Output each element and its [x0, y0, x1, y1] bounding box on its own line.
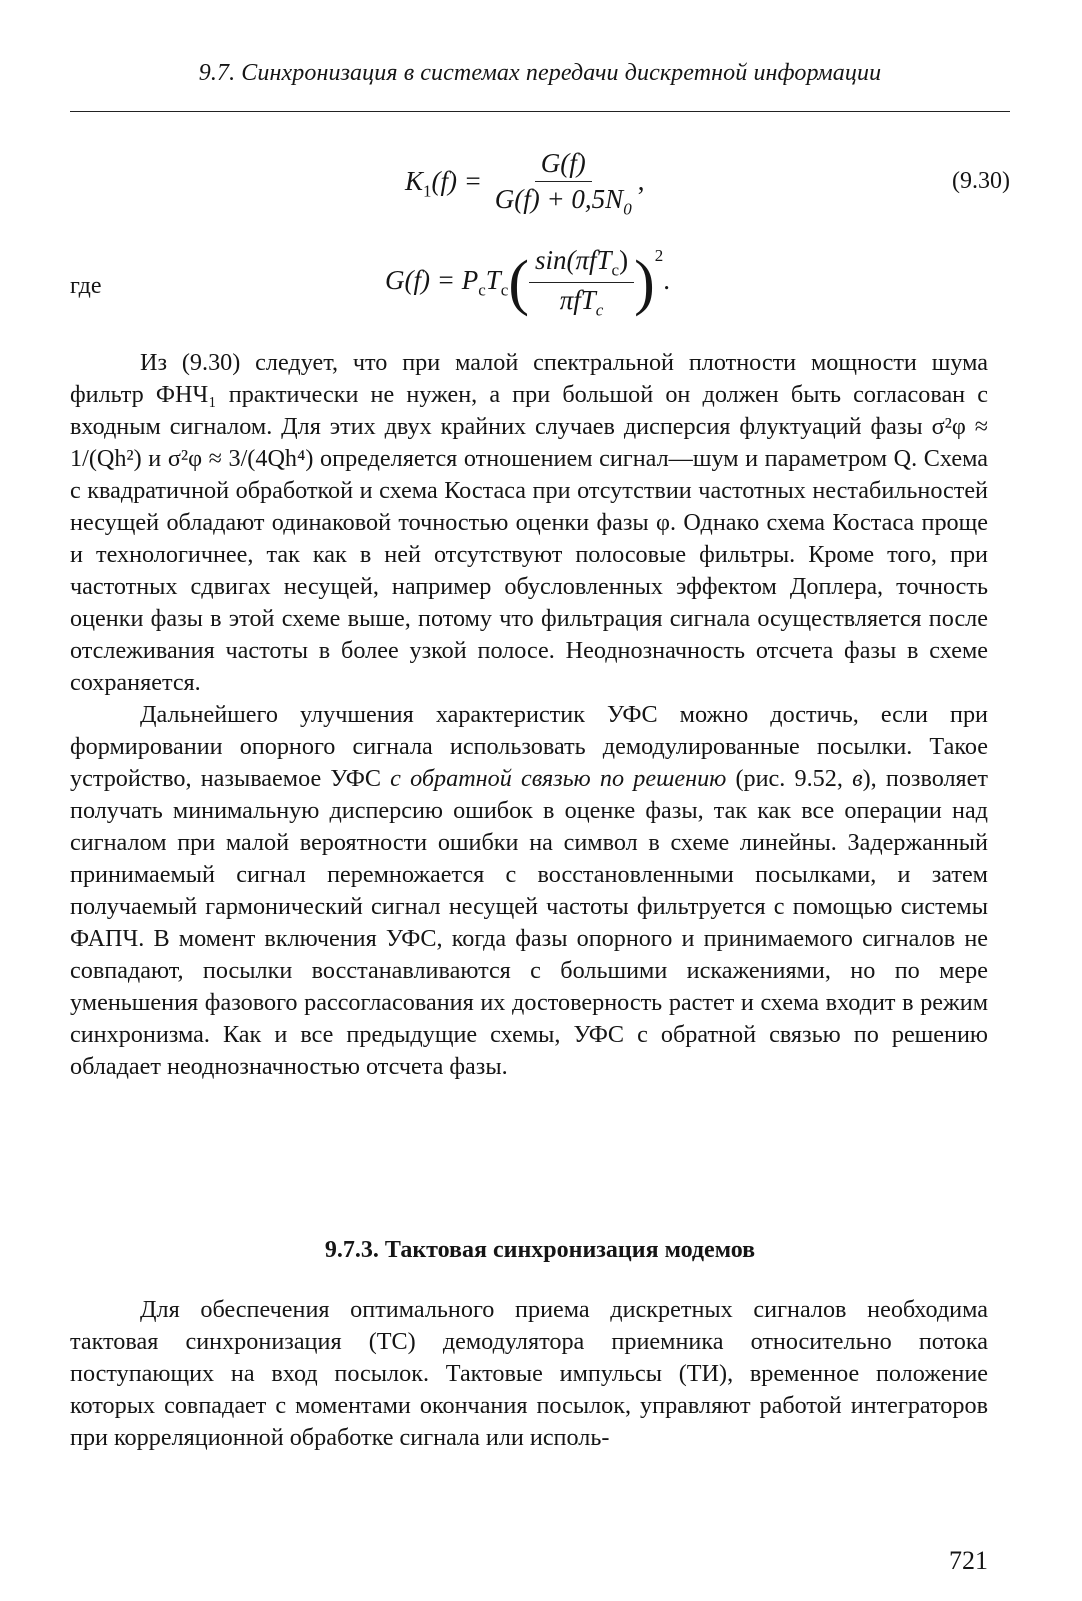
eq2-num-main: sin(πfT	[534, 245, 612, 275]
eq2-t-sub: c	[500, 280, 509, 300]
p2-text-a: Дальнейшего улучшения характеристик УФС можно достичь, если при формировании опорного сигнала использовать демодулированные посылки. Такое устройство, называемое УФС	[70, 701, 988, 792]
eq2-num-close: )	[619, 245, 629, 275]
eq2-numerator	[529, 245, 634, 283]
running-header: 9.7. Синхронизация в системах передачи дискретной информации	[198, 60, 882, 86]
eq1-fraction	[489, 148, 638, 219]
equation-9-30	[405, 148, 644, 219]
eq2-denominator	[554, 283, 610, 320]
eq2-p-sub: c	[478, 280, 486, 300]
p2-italic-term: с обратной связью по решению	[390, 765, 727, 792]
right-paren: )	[634, 248, 655, 317]
eq2-num-sub: c	[611, 260, 620, 280]
eq1-trailing: ,	[637, 165, 645, 196]
paragraph-2	[70, 699, 988, 1083]
eq1-den-main: G(f) + 0,5N	[494, 184, 624, 214]
eq2-den-main: πfT	[559, 285, 596, 316]
eq2-t: T	[485, 265, 501, 296]
eq1-lhs-sub: 1	[423, 181, 432, 201]
body-text-bottom	[70, 1294, 988, 1454]
eq2-lhs: G(f) = P	[385, 265, 479, 296]
header-rule	[70, 111, 1010, 112]
p2-ref-letter: в	[852, 765, 863, 792]
equation-number: (9.30)	[952, 168, 1010, 194]
eq2-power: 2	[654, 246, 664, 266]
eq1-den-sub: 0	[623, 199, 632, 219]
p2-text-b: ), позволяет получать минимальную дисперсию ошибок в оценке фазы, так как все операции над сигналом при малой вероятности ошибки на символ в схеме линейны. Задержанный принимаемый сигнал перемножается с восстановленными посылками, и затем получаемый гармонический сигнал несущей частоты фильтруется с помощью системы ФАПЧ. В момент включения УФС, когда фазы опорного и принимаемого сигналов не совпадают, посылки восстанавливаются с большими искажениями, но по мере уменьшения фазового рассогласования их достоверность растет и схема входит в режим синхронизма. Как и все предыдущие схемы, УФС с обратной связью по решению обладает неоднозначностью отсчета фазы.	[70, 765, 988, 1080]
body-text-top	[70, 347, 988, 1083]
eq2-fraction	[529, 245, 634, 321]
paragraph-1: Из (9.30) следует, что при малой спектральной плотности мощности шума фильтр ФНЧ₁ практически не нужен, а при большой он должен быть согласован с входным сигналом. Для этих двух крайних случаев дисперсия флуктуаций фазы σ²φ ≈ 1/(Qh²) и σ²φ ≈ 3/(4Qh⁴) определяется отношением сигнал—шум и параметром Q. Схема с квадратичной обработкой и схема Костаса при отсутствии частотных нестабильностей несущей обладают одинаковой точностью оценки фазы φ. Однако схема Костаса проще и технологичнее, так как в ней отсутствуют полосовые фильтры. Кроме того, при частотных сдвигах несущей, например обусловленных эффектом Доплера, точность оценки фазы в этой схеме выше, потому что фильтрация сигнала осуществляется после отслеживания частоты в более узкой полосе. Неоднозначность отсчета фазы в схеме сохраняется.	[70, 349, 988, 696]
eq1-lhs: K	[405, 165, 424, 196]
left-paren: (	[508, 248, 529, 317]
equation-g-of-f	[385, 245, 670, 321]
eq2-den-sub: c	[595, 300, 604, 320]
section-heading: 9.7.3. Тактовая синхронизация модемов	[324, 1237, 756, 1263]
eq1-lhs-arg: (f) =	[431, 165, 482, 196]
where-label: где	[70, 273, 102, 299]
p2-ref-open: (рис. 9.52,	[726, 765, 853, 792]
eq1-denominator	[489, 182, 638, 219]
page-number: 721	[949, 1546, 988, 1575]
eq2-trailing: .	[663, 265, 670, 296]
eq1-numerator: G(f)	[535, 148, 592, 182]
paragraph-3: Для обеспечения оптимального приема дискретных сигналов необходима тактовая синхронизация (ТС) демодулятора приемника относительно потока поступающих на вход посылок. Тактовые импульсы (ТИ), временное положение которых совпадает с моментами окончания посылок, управляют работой интеграторов при корреляционной обработке сигнала или исполь-	[70, 1296, 988, 1451]
